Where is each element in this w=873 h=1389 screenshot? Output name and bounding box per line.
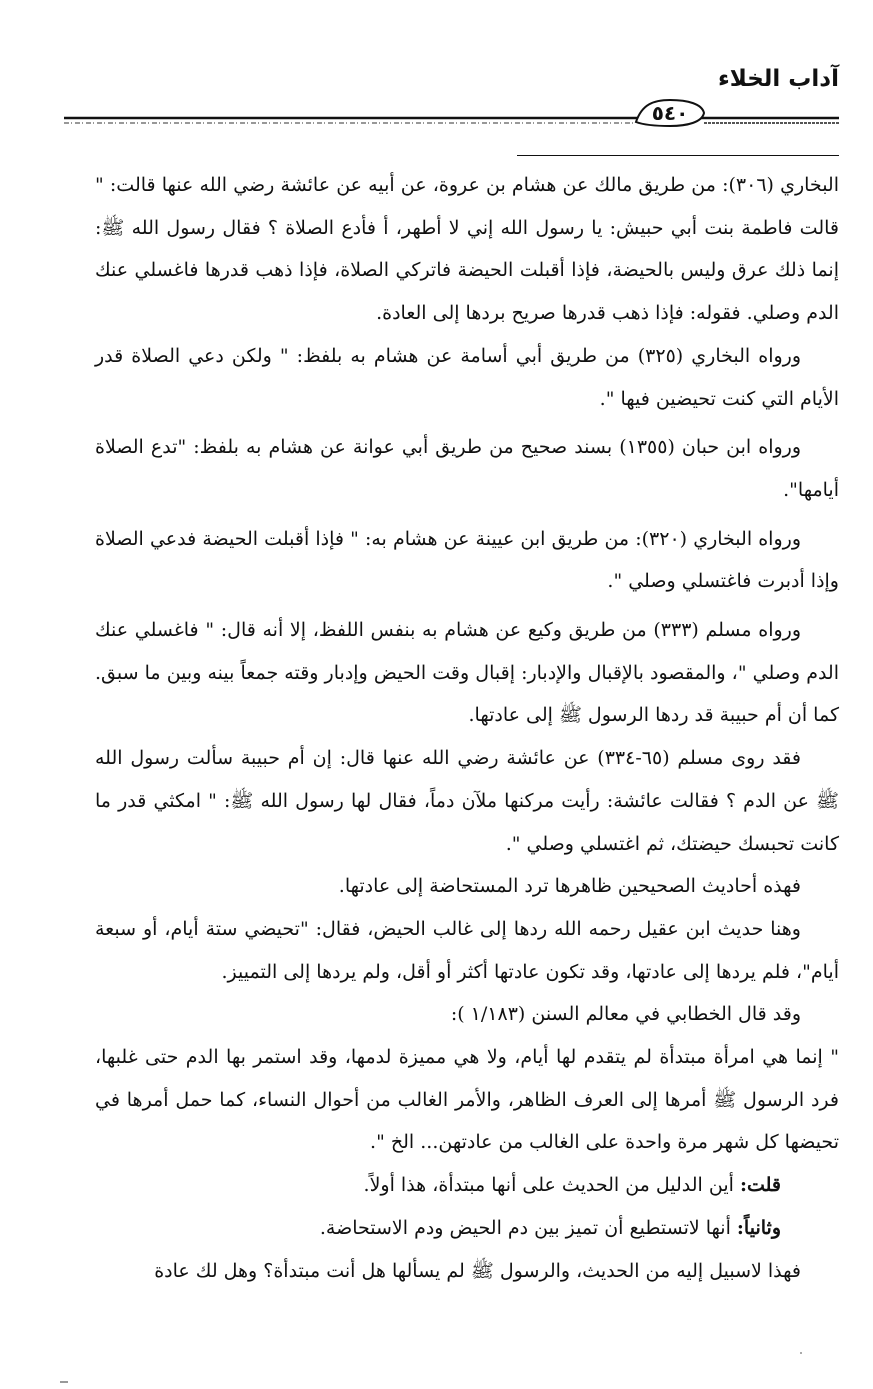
paragraph-4: ورواه البخاري (٣٢٠): من طريق ابن عيينة عن هشام به: " فإذا أقبلت الحيضة فدعي الصلاة وإذا أدبرت فاغتسلي وصلي ".: [95, 527, 839, 593]
paragraph-12-lead: وثانياً:: [736, 1216, 781, 1239]
paragraph-11: [95, 1164, 839, 1207]
scan-corner-mark: [60, 1381, 68, 1383]
page-number: ٥٤٠: [651, 101, 689, 125]
paragraph-12: [95, 1207, 839, 1250]
paragraph-8: وهنا حديث ابن عقيل رحمه الله ردها إلى غالب الحيض، فقال: "تحيضي ستة أيام، أو سبعة أيام"، فلم يردها إلى عادتها، وقد تكون عادتها أكثر أو أقل، ولم يردها إلى التمييز.: [95, 917, 839, 983]
paragraph-10: " إنما هي امرأة مبتدأة لم يتقدم لها أيام، ولا هي مميزة لدمها، وقد استمر بها الدم حتى غلبها، فرد الرسول ﷺ أمرها إلى العرف الظاهر، والأمر الغالب من أحوال النساء، كما حمل أمرها في تحيضها كل شهر مرة واحدة على الغالب من عادتهن... الخ ".: [95, 1046, 839, 1154]
paragraph-7: فهذه أحاديث الصحيحين ظاهرها ترد المستحاضة إلى عادتها.: [338, 875, 801, 898]
paragraph-11-text: أين الدليل من الحديث على أنها مبتدأة، هذا أولاً.: [363, 1174, 740, 1197]
footnote-divider: [517, 155, 839, 156]
paragraph-1: البخاري (٣٠٦): من طريق مالك عن هشام بن عروة، عن أبيه عن عائشة رضي الله عنها قالت: " قالت فاطمة بنت أبي حبيش: يا رسول الله إني لا أطهر، أ فأدع الصلاة ؟ فقال رسول الله ﷺ: إنما ذلك عرق وليس بالحيضة، فإذا أقبلت الحيضة فاتركي الصلاة، فإذا ذهب قدرها فاغسلي عنك الدم وصلي. فقوله: فإذا ذهب قدرها صريح بردها إلى العادة.: [95, 174, 839, 325]
paragraph-3: ورواه ابن حبان (١٣٥٥) بسند صحيح من طريق أبي عوانة عن هشام به بلفظ: "تدع الصلاة أيامها".: [95, 436, 839, 501]
paragraph-11-lead: قلت:: [739, 1174, 781, 1197]
page-body: [95, 164, 839, 1292]
paragraph-2: ورواه البخاري (٣٢٥) من طريق أبي أسامة عن هشام به بلفظ: " ولكن دعي الصلاة قدر الأيام التي كنت تحيضين فيها ".: [95, 344, 839, 410]
page-number-badge: [634, 98, 706, 128]
paragraph-9: وقد قال الخطابي في معالم السنن (١/١٨٣ ):: [450, 1003, 801, 1026]
header-ornamental-rule: [64, 112, 839, 128]
paragraph-13: فهذا لاسبيل إليه من الحديث، والرسول ﷺ لم يسألها هل أنت مبتدأة؟ وهل لك عادة: [154, 1259, 801, 1282]
paragraph-6: فقد روى مسلم (٦٥-٣٣٤) عن عائشة رضي الله عنها قال: إن أم حبيبة سألت رسول الله ﷺ عن الدم ؟ فقالت عائشة: رأيت مركنها ملآن دماً، فقال لها رسول الله ﷺ: " امكثي قدر ما كانت تحبسك حيضتك، ثم اغتسلي وصلي ".: [95, 747, 839, 855]
paragraph-5: ورواه مسلم (٣٣٣) من طريق وكيع عن هشام به بنفس اللفظ، إلا أنه قال: " فاغسلي عنك الدم وصلي "، والمقصود بالإقبال والإدبار: إقبال وقت الحيض وإدبار وقته جمعاً بينه وبين ما سبق. كما أن أم حبيبة قد ردها الرسول ﷺ إلى عادتها.: [95, 619, 839, 727]
running-title: آداب الخلاء: [717, 66, 839, 92]
scan-speck: [800, 1352, 802, 1354]
paragraph-12-text: أنها لاتستطيع أن تميز بين دم الحيض ودم الاستحاضة.: [319, 1216, 737, 1239]
